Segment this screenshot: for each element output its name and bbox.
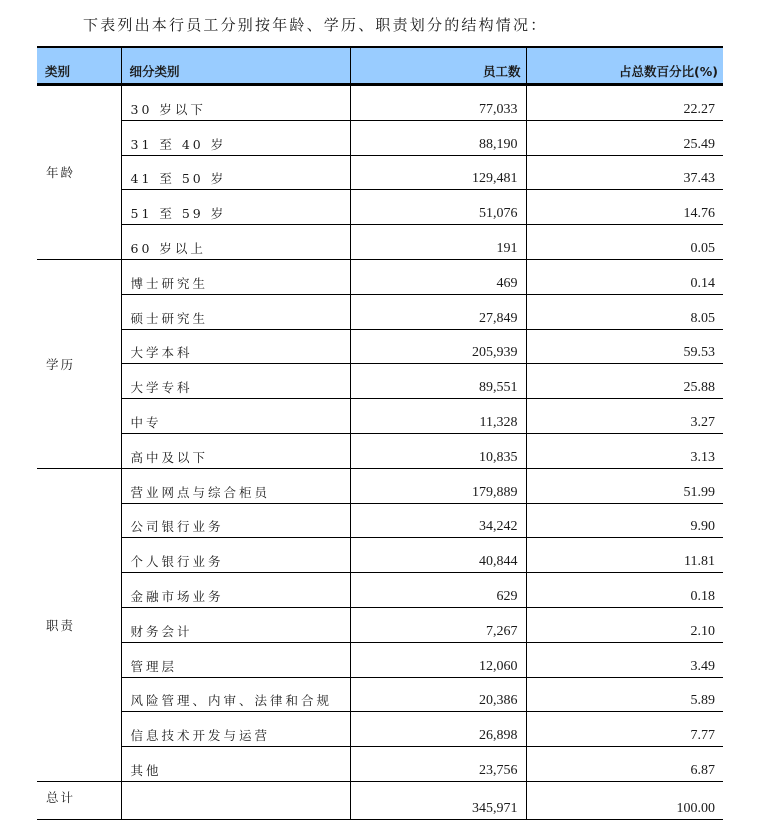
employee-count-cell: 629 bbox=[350, 573, 526, 608]
percent-cell: 25.88 bbox=[526, 364, 723, 399]
percent-cell: 0.18 bbox=[526, 573, 723, 608]
table-row bbox=[37, 712, 723, 747]
table-row bbox=[37, 573, 723, 608]
table-row bbox=[37, 329, 723, 364]
subcategory-cell: 高中及以下 bbox=[121, 433, 350, 468]
subcategory-cell: 大学本科 bbox=[121, 329, 350, 364]
table-row bbox=[37, 294, 723, 329]
table-row bbox=[37, 747, 723, 782]
employee-count-cell: 26,898 bbox=[350, 712, 526, 747]
subcategory-cell: 金融市场业务 bbox=[121, 573, 350, 608]
table-row bbox=[37, 433, 723, 468]
category-cell: 职责 bbox=[37, 468, 121, 781]
percent-cell: 5.89 bbox=[526, 677, 723, 712]
percent-cell: 14.76 bbox=[526, 190, 723, 225]
table-row bbox=[37, 190, 723, 225]
table-row bbox=[37, 85, 723, 121]
percent-cell: 8.05 bbox=[526, 294, 723, 329]
subcategory-cell: 个人银行业务 bbox=[121, 538, 350, 573]
header-category: 类别 bbox=[37, 47, 121, 85]
percent-cell: 9.90 bbox=[526, 503, 723, 538]
intro-text: 下表列出本行员工分别按年龄、学历、职责划分的结构情况： bbox=[83, 16, 548, 34]
subcategory-cell: 41 至 50 岁 bbox=[121, 155, 350, 190]
percent-cell: 3.27 bbox=[526, 399, 723, 434]
total-percent-cell: 100.00 bbox=[526, 781, 723, 819]
employee-count-cell: 7,267 bbox=[350, 607, 526, 642]
employee-count-cell: 129,481 bbox=[350, 155, 526, 190]
percent-cell: 0.05 bbox=[526, 225, 723, 260]
subcategory-cell: 31 至 40 岁 bbox=[121, 120, 350, 155]
total-count-cell: 345,971 bbox=[350, 781, 526, 819]
table-row bbox=[37, 120, 723, 155]
subcategory-cell: 60 岁以上 bbox=[121, 225, 350, 260]
subcategory-cell: 风险管理、内审、法律和合规 bbox=[121, 677, 350, 712]
total-label-cell: 总计 bbox=[37, 781, 121, 819]
table-row bbox=[37, 399, 723, 434]
header-subcategory: 细分类别 bbox=[121, 47, 350, 85]
category-cell: 年龄 bbox=[37, 85, 121, 260]
total-subcategory-cell bbox=[121, 781, 350, 819]
percent-cell: 11.81 bbox=[526, 538, 723, 573]
percent-cell: 0.14 bbox=[526, 259, 723, 294]
table-header-row bbox=[37, 47, 723, 85]
subcategory-cell: 其他 bbox=[121, 747, 350, 782]
percent-cell: 25.49 bbox=[526, 120, 723, 155]
subcategory-cell: 公司银行业务 bbox=[121, 503, 350, 538]
header-percent: 占总数百分比(%) bbox=[526, 47, 723, 85]
employee-count-cell: 205,939 bbox=[350, 329, 526, 364]
subcategory-cell: 管理层 bbox=[121, 642, 350, 677]
percent-cell: 37.43 bbox=[526, 155, 723, 190]
percent-cell: 22.27 bbox=[526, 85, 723, 121]
employee-structure-table bbox=[37, 46, 723, 820]
table-row bbox=[37, 538, 723, 573]
employee-count-cell: 191 bbox=[350, 225, 526, 260]
category-cell: 学历 bbox=[37, 259, 121, 468]
employee-count-cell: 40,844 bbox=[350, 538, 526, 573]
table-row bbox=[37, 642, 723, 677]
employee-count-cell: 469 bbox=[350, 259, 526, 294]
table-row bbox=[37, 155, 723, 190]
employee-count-cell: 12,060 bbox=[350, 642, 526, 677]
employee-count-cell: 11,328 bbox=[350, 399, 526, 434]
table-row bbox=[37, 503, 723, 538]
percent-cell: 6.87 bbox=[526, 747, 723, 782]
table-row bbox=[37, 225, 723, 260]
percent-cell: 51.99 bbox=[526, 468, 723, 503]
subcategory-cell: 财务会计 bbox=[121, 607, 350, 642]
header-employees: 员工数 bbox=[350, 47, 526, 85]
table-row bbox=[37, 259, 723, 294]
table-row bbox=[37, 364, 723, 399]
subcategory-cell: 51 至 59 岁 bbox=[121, 190, 350, 225]
employee-count-cell: 27,849 bbox=[350, 294, 526, 329]
total-row bbox=[37, 781, 723, 819]
employee-count-cell: 77,033 bbox=[350, 85, 526, 121]
percent-cell: 3.13 bbox=[526, 433, 723, 468]
percent-cell: 3.49 bbox=[526, 642, 723, 677]
subcategory-cell: 30 岁以下 bbox=[121, 85, 350, 121]
subcategory-cell: 博士研究生 bbox=[121, 259, 350, 294]
employee-count-cell: 20,386 bbox=[350, 677, 526, 712]
table-row bbox=[37, 468, 723, 503]
table-row bbox=[37, 607, 723, 642]
subcategory-cell: 营业网点与综合柜员 bbox=[121, 468, 350, 503]
percent-cell: 59.53 bbox=[526, 329, 723, 364]
percent-cell: 2.10 bbox=[526, 607, 723, 642]
subcategory-cell: 硕士研究生 bbox=[121, 294, 350, 329]
subcategory-cell: 信息技术开发与运营 bbox=[121, 712, 350, 747]
employee-count-cell: 88,190 bbox=[350, 120, 526, 155]
table-body bbox=[37, 85, 723, 820]
percent-cell: 7.77 bbox=[526, 712, 723, 747]
employee-count-cell: 89,551 bbox=[350, 364, 526, 399]
employee-count-cell: 51,076 bbox=[350, 190, 526, 225]
subcategory-cell: 大学专科 bbox=[121, 364, 350, 399]
employee-count-cell: 23,756 bbox=[350, 747, 526, 782]
subcategory-cell: 中专 bbox=[121, 399, 350, 434]
table-row bbox=[37, 677, 723, 712]
employee-count-cell: 34,242 bbox=[350, 503, 526, 538]
employee-count-cell: 179,889 bbox=[350, 468, 526, 503]
employee-count-cell: 10,835 bbox=[350, 433, 526, 468]
